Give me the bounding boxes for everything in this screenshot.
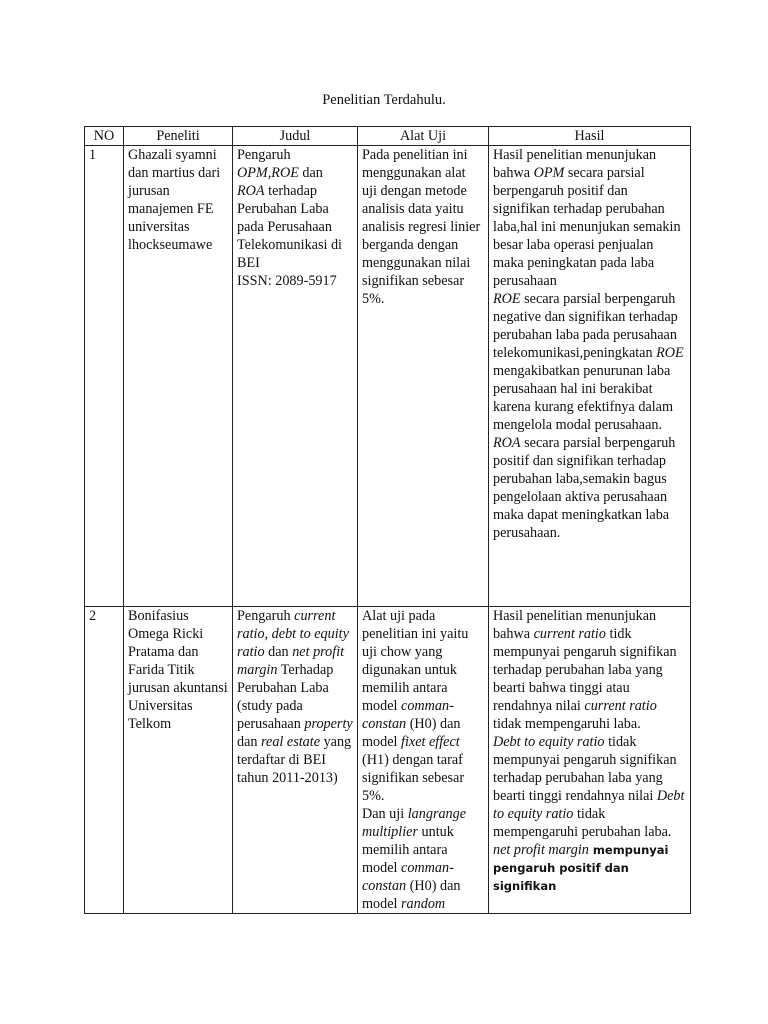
hasil-italic: Debt to equity ratio [493,788,685,822]
hasil-text: tidak mempunyai pengaruh signifikan terhadap perubahan laba yang bearti tinggi rendahnya nilai [493,734,677,804]
hasil-italic: ROA [493,435,521,451]
cell-peneliti: Bonifasius Omega Ricki Pratama dan Farida Titik jurusan akuntansi Universitas Telkom [124,607,233,914]
document-title: Penelitian Terdahulu. [322,92,446,108]
judul-italic: property [304,716,353,732]
cell-hasil [489,607,691,914]
cell-hasil [489,146,691,607]
cell-peneliti: Ghazali syamni dan martius dari jurusan manajemen FE universitas lhockseumawe [124,146,233,607]
alat-uji-italic: comman-constan [362,698,454,732]
hasil-text: Hasil penelitian menunjukan bahwa [493,608,657,642]
hasil-text: secara parsial berpengaruh negative dan signifikan terhadap perubahan laba pada perusahaan telekomunikasi,peningkatan [493,291,678,361]
alat-uji-text: Alat uji pada penelitian ini yaitu uji chow yang digunakan untuk memilih antara model [362,608,469,714]
judul-text: dan [298,165,323,181]
judul-text: yang terdaftar di BEI tahun 2011-2013) [237,734,352,786]
alat-uji-italic: fixet effect [401,734,460,750]
cell-judul [233,146,358,607]
cell-no: 1 [85,146,124,607]
alat-uji-italic: langrange multiplier [362,806,467,840]
previous-research-table [84,126,691,914]
header-peneliti: Peneliti [124,127,233,146]
hasil-italic: current ratio [584,698,657,714]
cell-alat-uji: Pada penelitian ini menggunakan alat uji dengan metode analisis data yaitu analisis regresi linier berganda dengan menggunakan nilai signifikan sebesar 5%. [358,146,489,607]
judul-text: Pengaruh [237,608,295,624]
judul-text: Pengaruh [237,147,291,163]
alat-uji-text: untuk memilih antara model [362,824,454,876]
header-no: NO [85,127,124,146]
judul-text: Terhadap Perubahan Laba (study pada perusahaan [237,662,334,732]
hasil-text: tidk mempunyai pengaruh signifikan terhadap perubahan laba yang bearti bahwa tinggi atau rendahnya nilai [493,626,677,714]
alat-uji-text: Dan uji [362,806,408,822]
header-alat-uji: Alat Uji [358,127,489,146]
hasil-text: tidak mempengaruhi laba. [493,716,641,732]
judul-text: terhadap Perubahan Laba pada Perusahaan Telekomunikasi di BEI [237,183,342,271]
hasil-text: secara parsial berpengaruh positif dan signifikan terhadap perubahan laba,hal ini menunjukan semakin besar laba operasi penjualan maka peningkatan pada laba perusahaan [493,165,681,289]
hasil-italic: ROE [656,345,684,361]
hasil-italic: ROE [493,291,521,307]
alat-uji-italic: random [401,896,446,912]
judul-italic: OPM,ROE [237,165,299,181]
table-row [85,146,691,607]
judul-italic: current ratio, debt to equity ratio [237,608,349,660]
cell-no: 2 [85,607,124,914]
hasil-text: secara parsial berpengaruh positif dan signifikan terhadap perubahan laba,semakin bagus pengelolaan aktiva perusahaan maka dapat meningkatkan laba perusahaan. [493,435,676,541]
judul-italic: net profit margin [237,644,345,678]
judul-italic: real estate [261,734,321,750]
alat-uji-text: (H1) dengan taraf signifikan sebesar 5%. [362,752,465,804]
judul-text: dan [264,644,293,660]
header-judul: Judul [233,127,358,146]
alat-uji-italic: comman-constan [362,860,454,894]
hasil-italic: Debt to equity ratio [493,734,605,750]
hasil-italic: current ratio [533,626,606,642]
hasil-text: Hasil penelitian menunjukan bahwa [493,147,657,181]
header-hasil: Hasil [489,127,691,146]
alat-uji-text: (H0) dan model [362,878,461,912]
judul-text: dan [237,734,262,750]
judul-italic: ROA [237,183,265,199]
hasil-text: mempunyai pengaruh positif dan signifikan [493,843,669,893]
judul-issn: ISSN: 2089-5917 [237,273,337,289]
table-header-row [85,127,691,146]
hasil-italic: net profit margin [493,842,589,858]
hasil-text: mengakibatkan penurunan laba perusahaan hal ini berakibat karena kurang efektifnya dalam mengelola modal perusahaan. [493,363,674,433]
hasil-text: tidak mempengaruhi perubahan laba. [493,806,672,840]
cell-judul [233,607,358,914]
alat-uji-text: (H0) dan model [362,716,461,750]
cell-alat-uji [358,607,489,914]
table-row [85,607,691,914]
hasil-italic: OPM [533,165,565,181]
